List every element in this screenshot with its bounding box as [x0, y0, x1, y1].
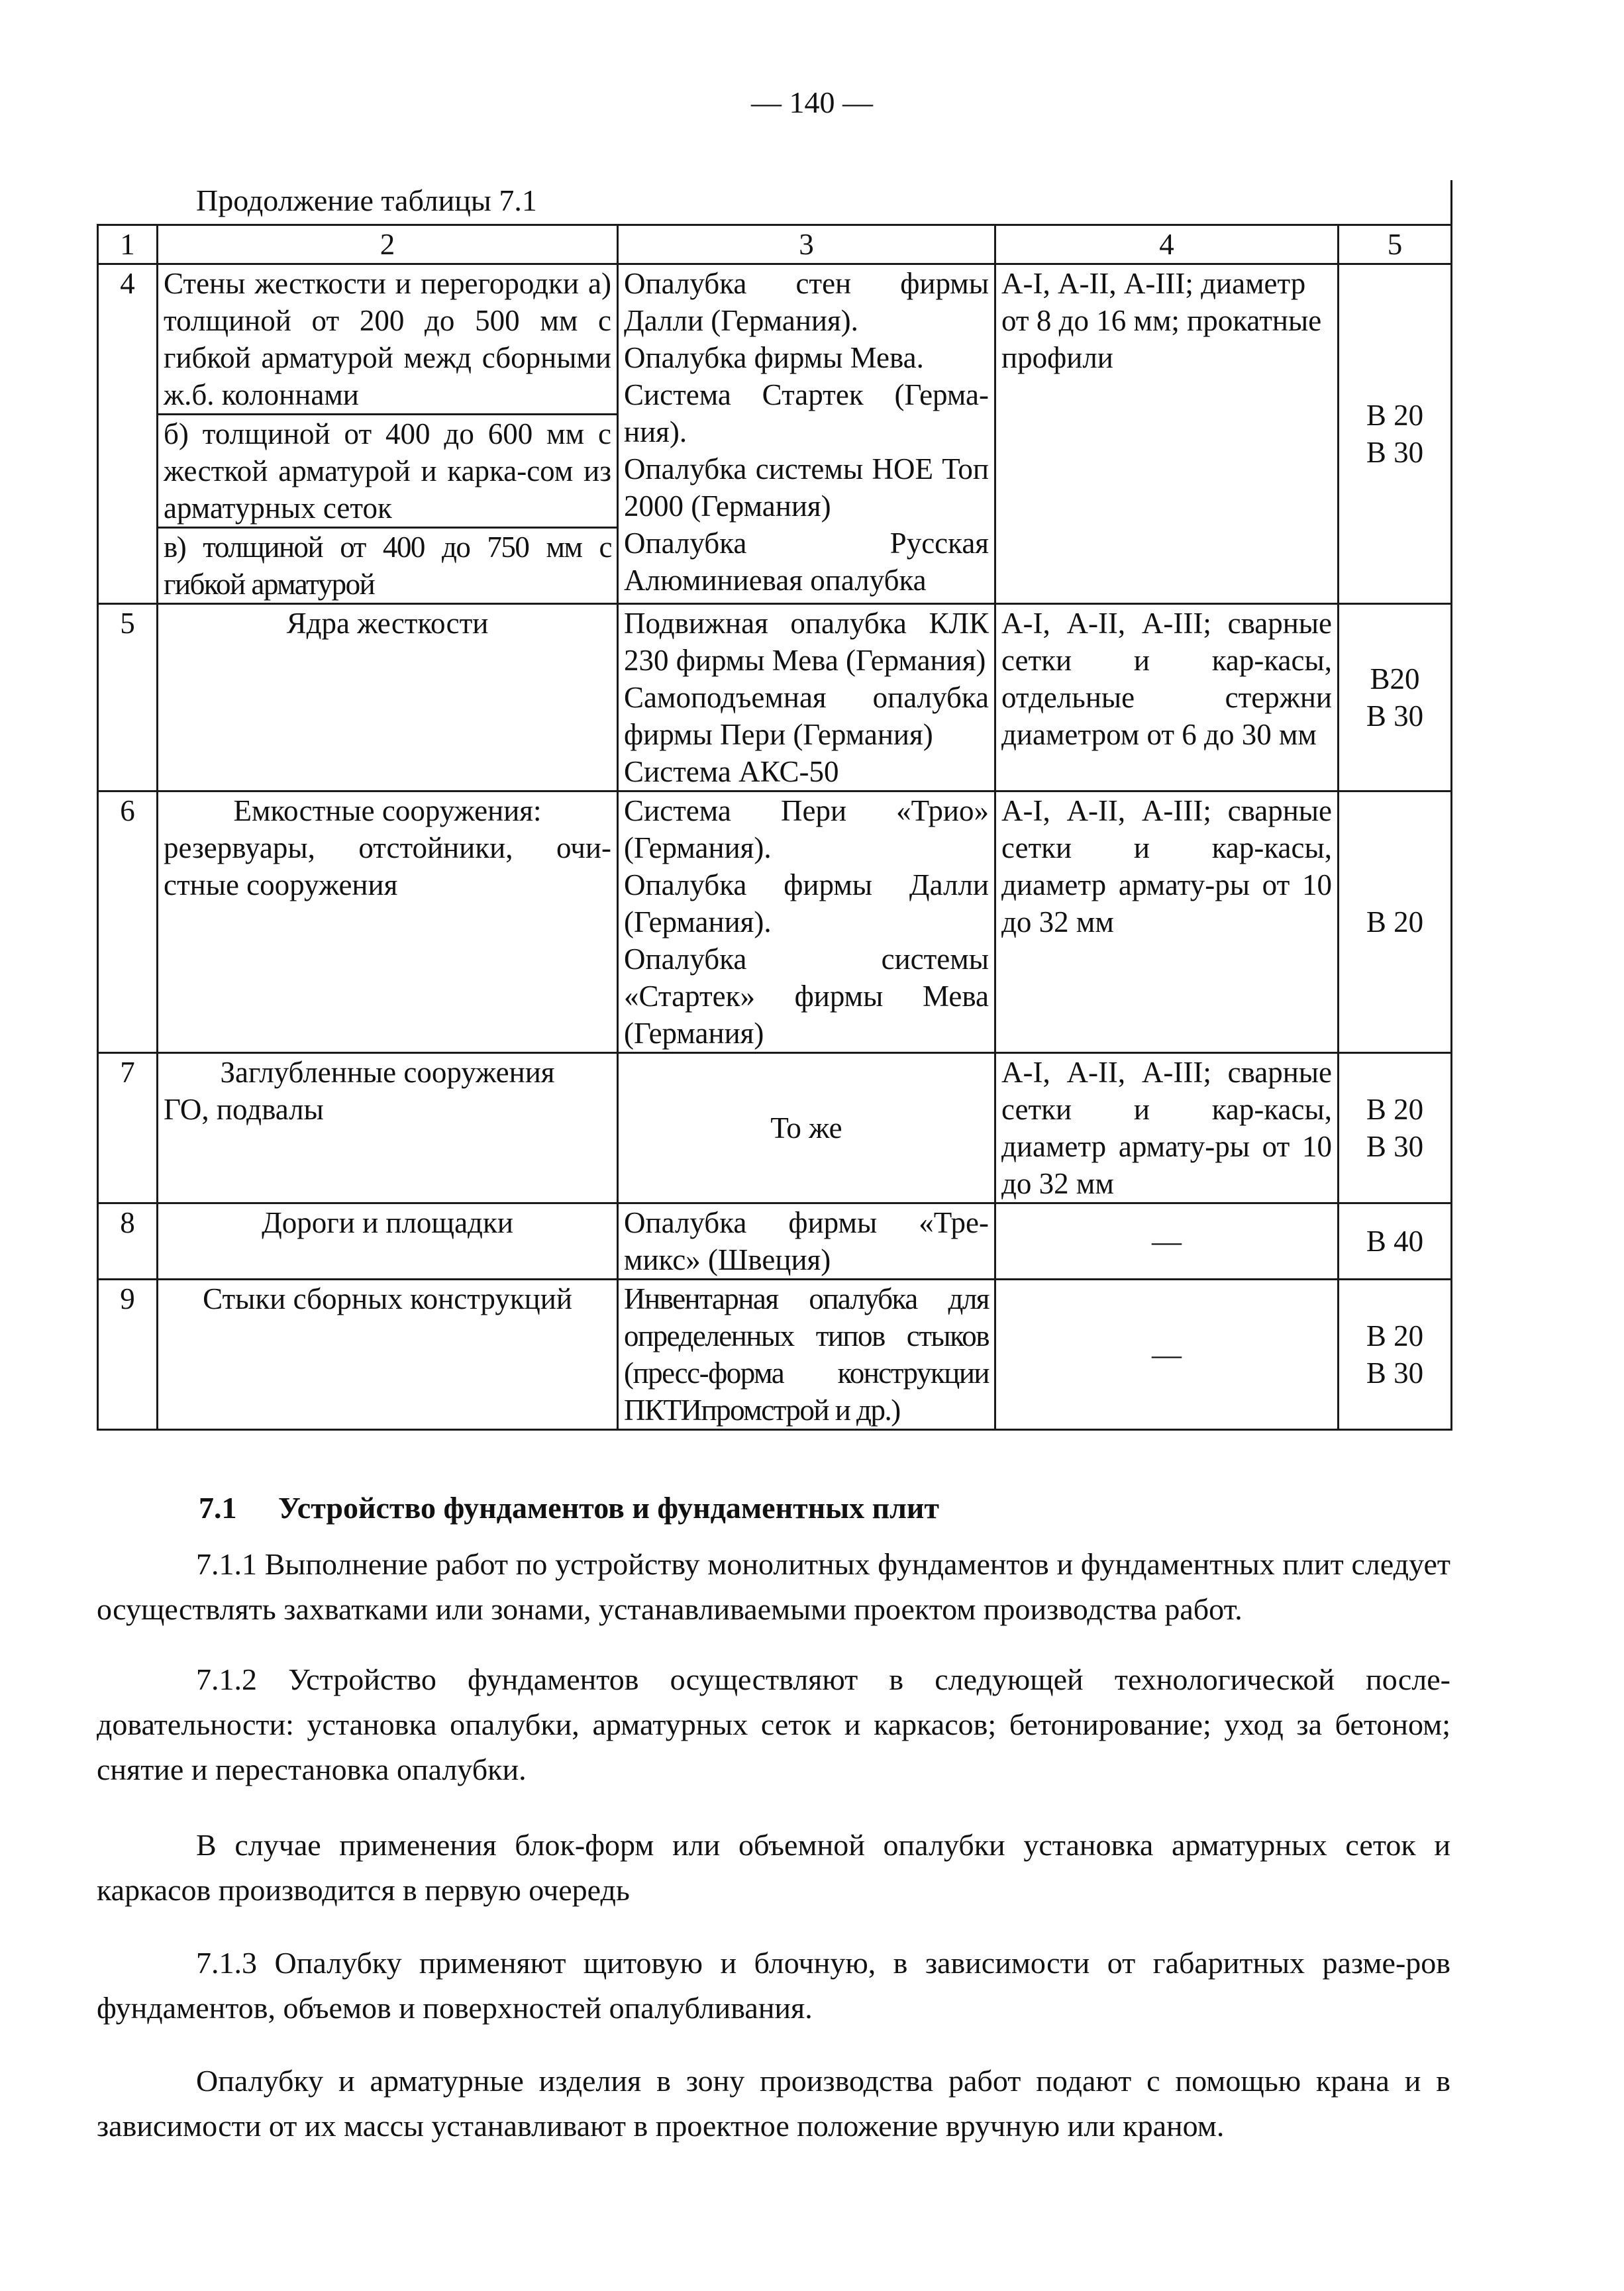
row-number: 4 — [98, 264, 158, 604]
table-row — [98, 1280, 1452, 1430]
structure-title: Емкостные сооружения: — [233, 794, 542, 827]
formwork-cell: Инвентарная опалубка для определенных типов стыков (пресс-форма конструкции ПКТИпромстрой и др.) — [618, 1280, 995, 1430]
paragraph: 7.1.1 Выполнение работ по устройству монолитных фундаментов и фундаментных плит следует осуществлять захватками или зонами, устанавливаемыми проектом производства работ. — [97, 1547, 1450, 1626]
rebar-cell: — — [995, 1280, 1339, 1430]
rebar-cell: — — [995, 1203, 1339, 1280]
formwork-cell — [618, 604, 995, 791]
formwork-item: Система Стартек (Герма-ния). — [624, 378, 989, 448]
paragraph: 7.1.2 Устройство фундаментов осуществляют в следующей технологической после-довательности: установка опалубки, арматурных сеток и каркасов; бетонирование; уход за бетоном; снятие и перестановка опалубки. — [97, 1662, 1450, 1786]
table-row — [98, 1053, 1452, 1203]
grade-value: В 30 — [1366, 1130, 1424, 1163]
formwork-item: Опалубка Русская Алюминиевая опалубка — [624, 527, 989, 597]
formwork-cell — [618, 264, 995, 604]
rebar-cell: А-I, А-II, А-III; сварные сетки и кар-касы, отдельные стержни диаметром от 6 до 30 мм — [995, 604, 1339, 791]
structure-cell: Дороги и площадки — [158, 1203, 618, 1280]
header-cell: 3 — [618, 225, 995, 264]
paragraph: Опалубку и арматурные изделия в зону производства работ подают с помощью крана и в зависимости от их массы устанавливают в проектное положение вручную или краном. — [97, 2064, 1450, 2143]
grade-value: В 30 — [1366, 1356, 1424, 1390]
structure-body: ГО, подвалы — [164, 1093, 324, 1126]
formwork-item: Опалубка системы «Стартек» фирмы Мева (Германия) — [624, 942, 989, 1050]
grade-value: В20 — [1370, 662, 1420, 695]
grade-cell — [1339, 1280, 1452, 1430]
formwork-item: Опалубка стен фирмы Далли (Германия). — [624, 267, 989, 337]
structure-subitem: б) толщиной от 400 до 600 мм с жесткой арматурой и карка-сом из арматурных сеток — [158, 415, 617, 529]
grade-cell: В 20 — [1339, 791, 1452, 1053]
grade-value: В 20 — [1366, 399, 1424, 432]
grade-value: В 20 — [1366, 1319, 1424, 1352]
paragraph: В случае применения блок-форм или объемной опалубки установка арматурных сеток и каркасов производится в первую очередь — [97, 1828, 1450, 1907]
rebar-cell: А-I, А-II, А-III; диаметр от 8 до 16 мм; прокатные профили — [995, 264, 1339, 604]
grade-value: В 30 — [1366, 699, 1424, 733]
table-row — [98, 1203, 1452, 1280]
formwork-item: Опалубка фирмы Мева. — [624, 341, 924, 374]
row-number: 6 — [98, 791, 158, 1053]
section-number: 7.1 — [199, 1491, 237, 1525]
section-title: Устройство фундаментов и фундаментных плит — [278, 1491, 940, 1525]
formwork-cell: Опалубка фирмы «Тре-микс» (Швеция) — [618, 1203, 995, 1280]
structure-cell — [158, 791, 618, 1053]
formwork-item: Система АКС-50 — [624, 755, 839, 788]
header-cell: 4 — [995, 225, 1339, 264]
formwork-item: Опалубка системы НОЕ Топ 2000 (Германия) — [624, 452, 989, 523]
rebar-cell: А-I, А-II, А-III; сварные сетки и кар-касы, диаметр армату-ры от 10 до 32 мм — [995, 791, 1339, 1053]
grade-cell — [1339, 264, 1452, 604]
formwork-item: Система Пери «Трио» (Германия). — [624, 794, 989, 864]
paragraph: 7.1.3 Опалубку применяют щитовую и блочную, в зависимости от габаритных разме-ров фундаментов, объемов и поверхностей опалубливания. — [97, 1946, 1450, 2025]
row-number: 9 — [98, 1280, 158, 1430]
caption-rule — [1450, 180, 1452, 227]
structure-body: резервуары, отстойники, очи-стные сооружения — [164, 831, 611, 901]
structure-subitem: Стены жесткости и перегородки а) толщиной от 200 до 500 мм с гибкой арматурой межд сборными ж.б. колоннами — [158, 265, 617, 415]
header-cell: 5 — [1339, 225, 1452, 264]
structure-title: Заглубленные сооружения — [220, 1056, 555, 1089]
row-number: 5 — [98, 604, 158, 791]
table-row — [98, 791, 1452, 1053]
structure-subitem: в) толщиной от 400 до 750 мм с гибкой арматурой — [164, 531, 611, 601]
structure-cell — [158, 1053, 618, 1203]
page-number: — 140 — — [751, 85, 873, 119]
header-cell: 2 — [158, 225, 618, 264]
grade-cell — [1339, 1053, 1452, 1203]
header-cell: 1 — [98, 225, 158, 264]
structure-cell: Ядра жесткости — [158, 604, 618, 791]
rebar-cell: А-I, А-II, А-III; сварные сетки и кар-касы, диаметр армату-ры от 10 до 32 мм — [995, 1053, 1339, 1203]
grade-cell — [1339, 604, 1452, 791]
formwork-item: Подвижная опалубка КЛК 230 фирмы Мева (Германия) — [624, 607, 989, 677]
structure-cell: Стыки сборных конструкций — [158, 1280, 618, 1430]
formwork-item: Опалубка фирмы Далли (Германия). — [624, 868, 989, 939]
grade-value: В 30 — [1366, 436, 1424, 469]
table-row — [98, 604, 1452, 791]
row-number: 7 — [98, 1053, 158, 1203]
table-header-row — [98, 225, 1452, 264]
structure-cell — [158, 264, 618, 604]
continuation-table — [97, 224, 1452, 1431]
row-number: 8 — [98, 1203, 158, 1280]
table-row — [98, 264, 1452, 604]
formwork-item: Самоподъемная опалубка фирмы Пери (Германия) — [624, 681, 989, 751]
formwork-cell — [618, 791, 995, 1053]
section-heading — [199, 1490, 939, 1525]
grade-value: В 20 — [1366, 1093, 1424, 1126]
formwork-cell: То же — [618, 1053, 995, 1203]
table-caption: Продолжение таблицы 7.1 — [196, 183, 537, 217]
grade-cell: В 40 — [1339, 1203, 1452, 1280]
